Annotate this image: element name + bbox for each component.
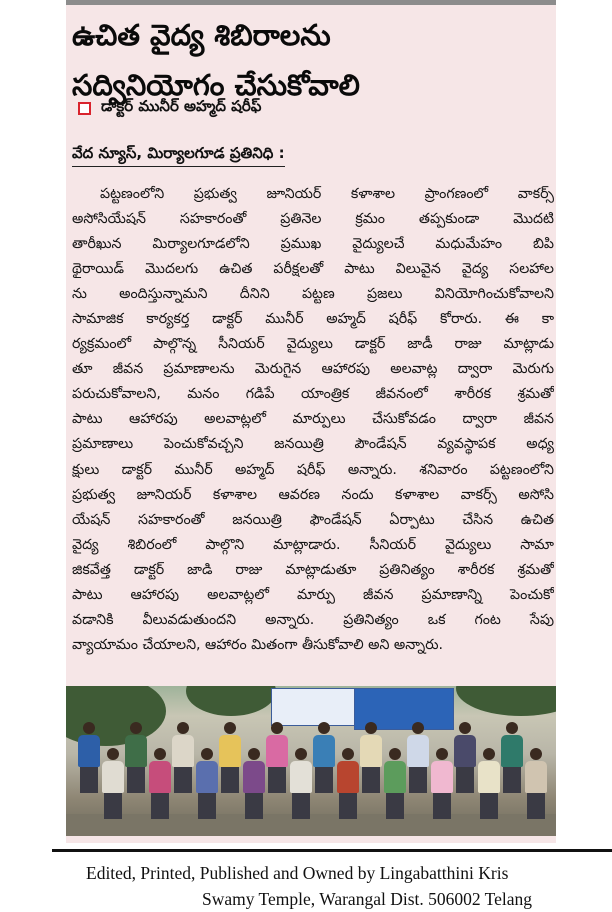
person-figure [478,748,500,819]
person-figure [525,748,547,819]
body-line: పాటు ఆహారపు అలవాట్లలో మార్పు జీవన ప్రమాణాన్ని పెంచుకో [72,586,554,603]
square-bullet-icon [78,102,91,115]
tree-foliage [456,686,556,716]
body-line: ప్రమాణాలు పెంచుకోవచ్చని జనయిత్రి పౌండేషన్ వ్యవస్థాపక అధ్య [72,436,554,453]
event-photo [66,686,556,836]
body-line: ను అందిస్తున్నామని దీనిని పట్టణ ప్రజలు వినియోగించుకోవాలని [72,286,554,303]
body-line: పాటు ఆహారపు అలవాట్లలో మార్పులు చేసుకోవడం ద్వారా జీవన [72,411,554,428]
person-figure [172,722,194,793]
person-figure [102,748,124,819]
headline-line-1: ఉచిత వైద్య శిబిరాలను [72,18,331,52]
body-line: తూ జీవన ప్రమాణాలను మెరుగైన ఆహారపు అలవాట్ల ద్వారా మెరుగు [72,361,554,378]
byline-author: డాక్టర్ మునీర్ అహ్మద్ షరీఫ్ [101,97,262,115]
top-rule [66,0,556,5]
person-figure [125,722,147,793]
person-figure [219,722,241,793]
body-line: తారీఖున మిర్యాలగూడలోని ప్రముఖ వైద్యులచే మధుమేహం బిపి [72,236,554,253]
person-figure [360,722,382,793]
imprint-footer [86,860,612,912]
article-headline [72,10,552,110]
person-figure [337,748,359,819]
person-figure [266,722,288,793]
tree-foliage [186,686,276,716]
footer-line-2: Swamy Temple, Warangal Dist. 506002 Telang [202,889,533,909]
body-line: వడానికి వీలువడుతుందని అన్నారు. ప్రతినిత్యం ఒక గంట సేపు [72,611,554,628]
person-figure [78,722,100,793]
person-figure [290,748,312,819]
body-line: అసోసియేషన్ సహకారంతో ప్రతినెల క్రమం తప్పకుండా మొదటి [72,211,554,228]
footer-line-1: Edited, Printed, Published and Owned by Lingabatthini Kris [86,863,509,883]
body-line: వ్యాయామం చేయాలని, ఆహారం మితంగా తీసుకోవాలి అని అన్నారు. [72,636,444,653]
body-line: సామాజిక కార్యకర్త డాక్టర్ మునీర్ అహ్మద్ షరీఫ్ కోరారు. ఈ కా [72,311,554,328]
footer-rule [52,849,612,852]
person-figure [149,748,171,819]
body-line: క్షులు డాక్టర్ మునీర్ అహ్మద్ షరీఫ్ అన్నారు. శనివారం పట్టణంలోని [72,461,554,478]
body-line: థైరాయిడ్ మొదలగు ఉచిత పరీక్షలతో పాటు విలువైన వైద్య సలహాల [72,261,554,278]
body-line: ప్రభుత్వ జూనియర్ కళాశాల ఆవరణ నందు కళాశాల వాకర్స్ అసోసి [72,486,554,503]
person-figure [407,722,429,793]
person-figure [243,748,265,819]
article-body [72,182,554,658]
headline-line-2: సద్వినియోగం చేసుకోవాలి [72,68,360,102]
person-figure [196,748,218,819]
body-line: పట్టణంలోని ప్రభుత్వ జూనియర్ కళాశాల ప్రాంగణంలో వాకర్స్ [100,186,554,202]
body-line: వైద్య శిబిరంలో పాల్గొని మాట్లాడారు. సీనియర్ వైద్యులు సామా [72,536,554,553]
body-line: పరుచుకోవాలని, మనం గడిపే యాంత్రిక జీవనంలో శారీరక శ్రమతో [72,386,554,403]
body-line: జికవేత్త డాక్టర్ జాడి రాజు మాట్లాడుతూ ప్రతినిత్యం శారీరక శ్రమతో [72,561,554,578]
dateline: వేద న్యూస్, మిర్యాలగూడ ప్రతినిధి : [72,140,285,167]
body-line: ర్యక్రమంలో పాల్గొన్న సీనియర్ వైద్యులు డాక్టర్ జాడీ రాజు మాట్లాడు [72,336,554,353]
person-figure [384,748,406,819]
byline [78,96,261,120]
body-line: యేషన్ సహకారంతో జనయిత్రి ఫౌండేషన్ ఏర్పాటు చేసిన ఉచిత [72,511,554,528]
person-figure [501,722,523,793]
person-figure [431,748,453,819]
person-figure [313,722,335,793]
person-figure [454,722,476,793]
